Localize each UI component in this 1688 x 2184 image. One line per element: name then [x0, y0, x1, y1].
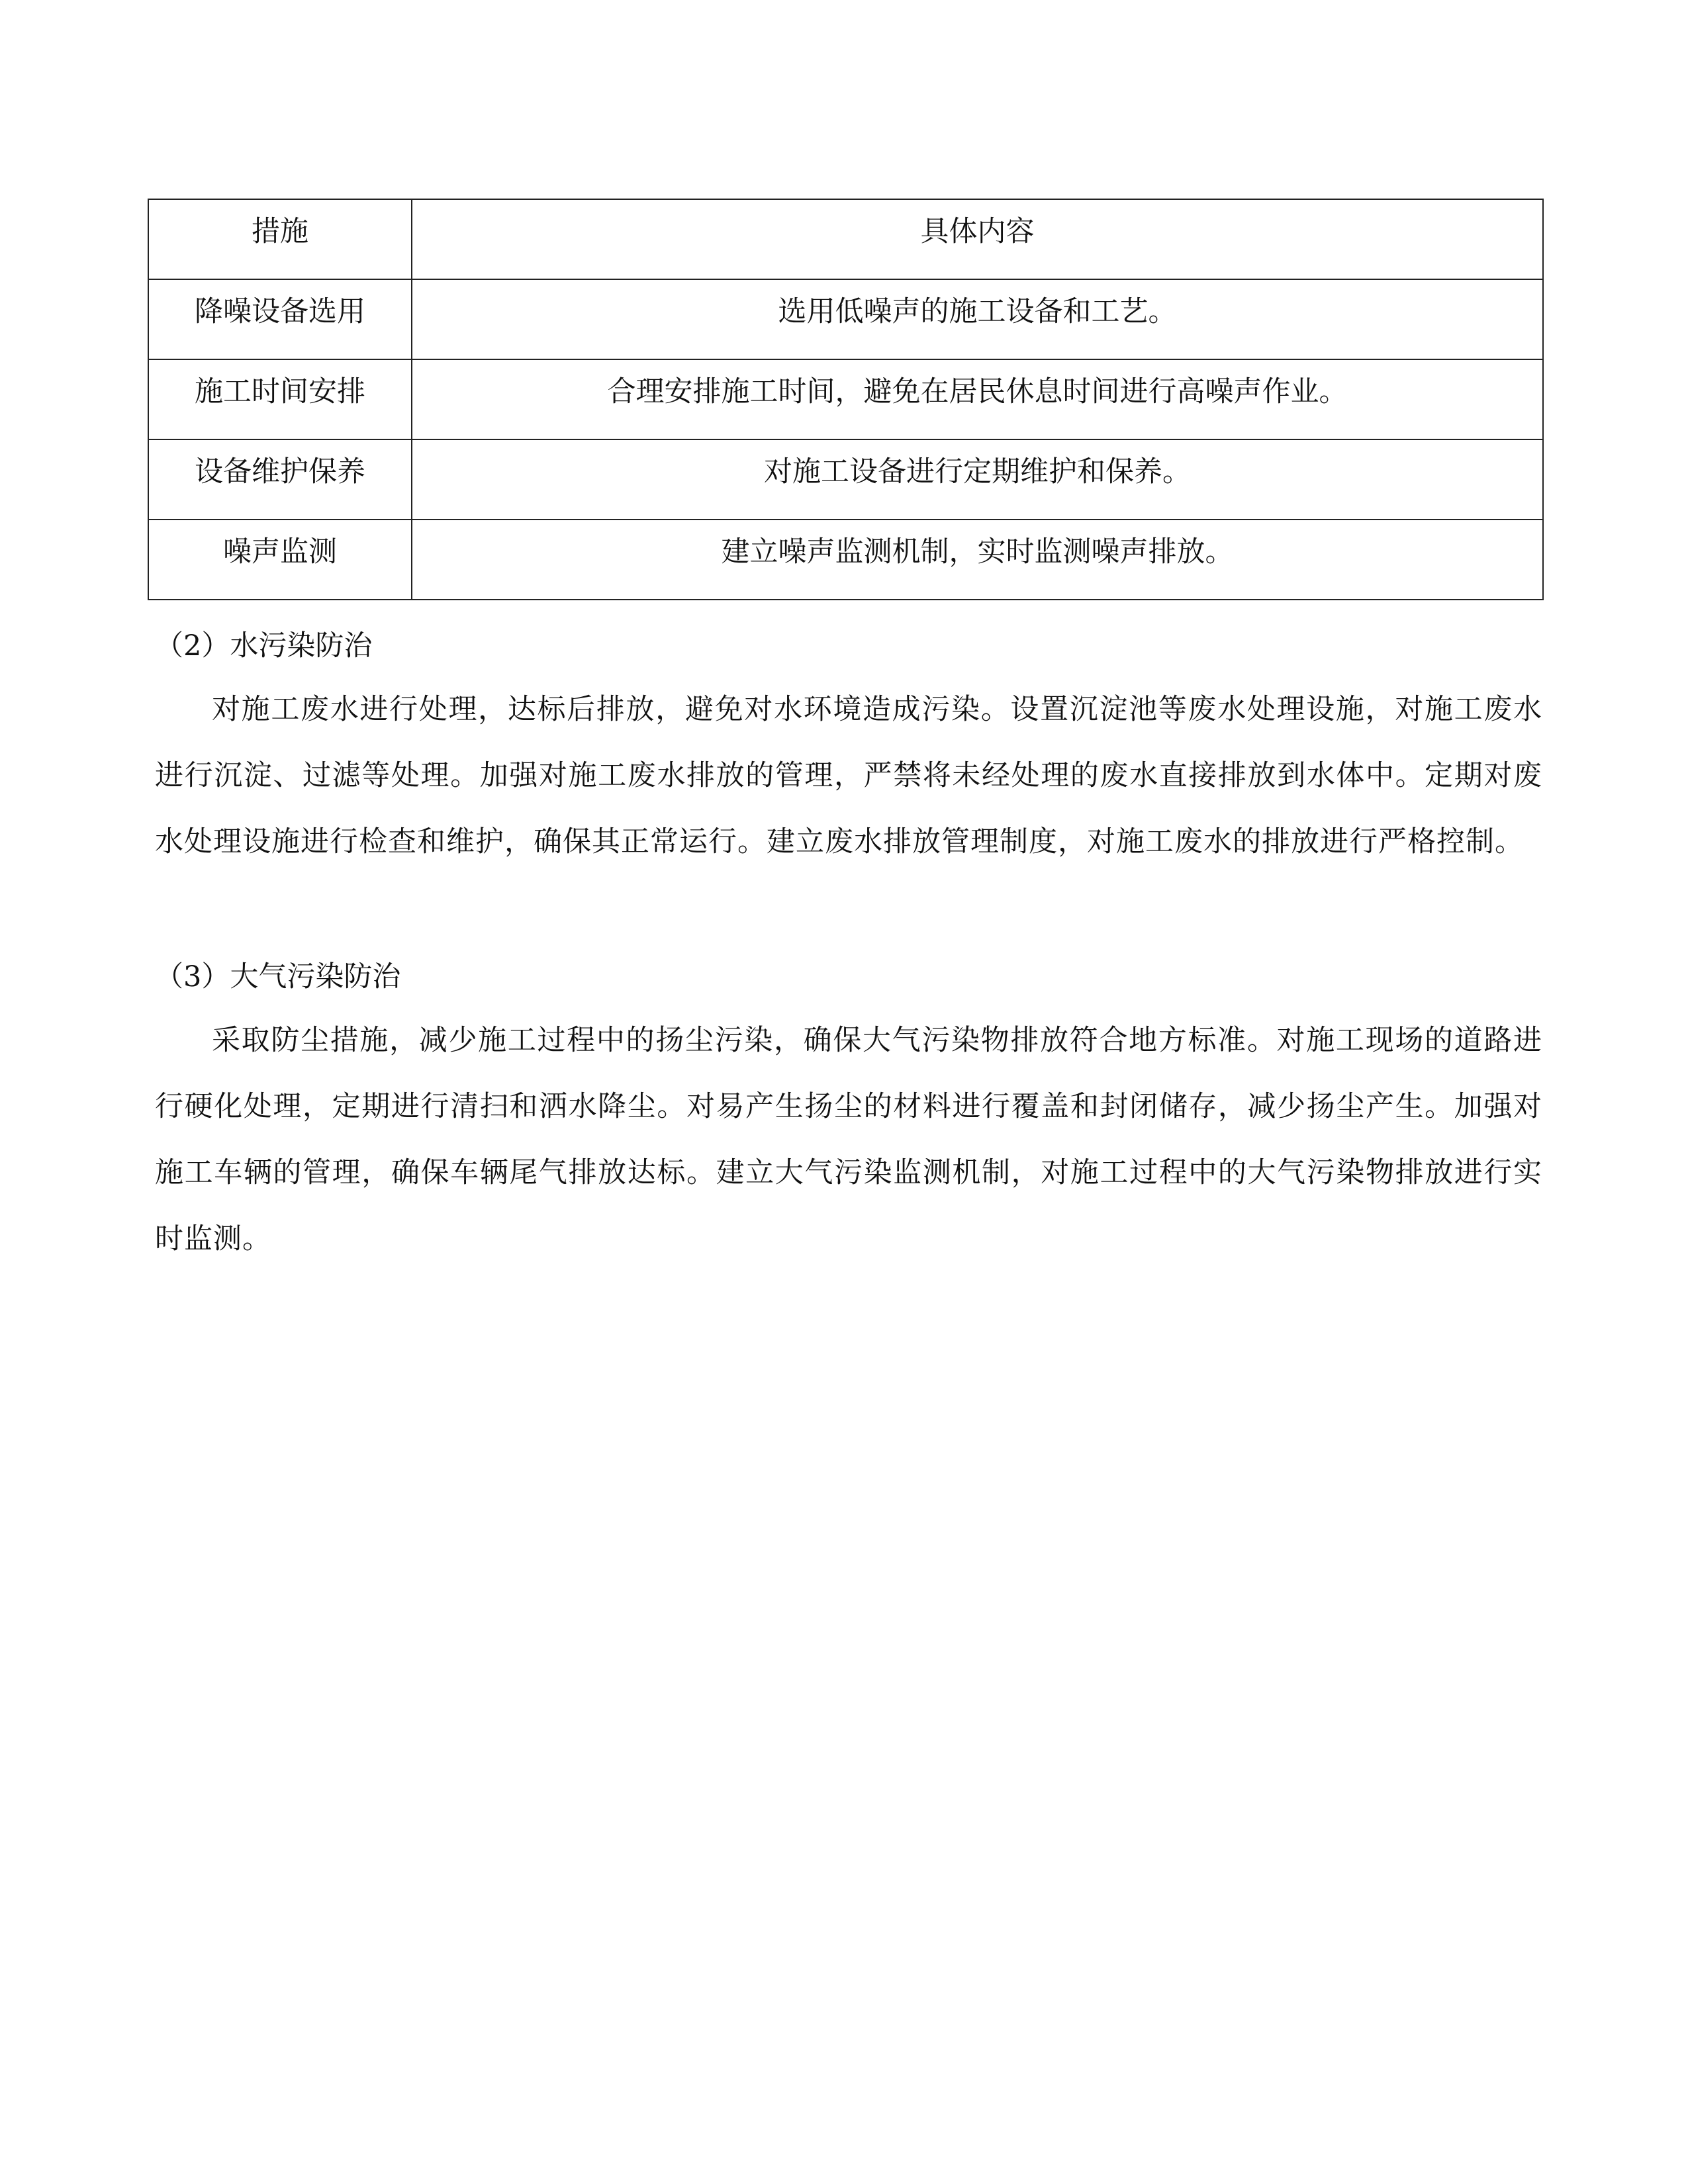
- table-header-row: [148, 199, 1543, 279]
- table-cell-measure: 噪声监测: [148, 520, 412, 600]
- table-cell-content: 选用低噪声的施工设备和工艺。: [412, 279, 1543, 359]
- header-cell-measure: 措施: [148, 199, 412, 279]
- noise-measures-table: [148, 199, 1544, 600]
- table-cell-measure: 降噪设备选用: [148, 279, 412, 359]
- table-cell-content: 建立噪声监测机制，实时监测噪声排放。: [412, 520, 1543, 600]
- table-row: [148, 279, 1543, 359]
- table-cell-measure: 施工时间安排: [148, 359, 412, 439]
- table-row: [148, 520, 1543, 600]
- section-heading-water-pollution: （2）水污染防治: [155, 629, 373, 662]
- section-body-water-pollution: 对施工废水进行处理，达标后排放，避免对水环境造成污染。设置沉淀池等废水处理设施，对施工废水进行沉淀、过滤等处理。加强对施工废水排放的管理，严禁将未经处理的废水直接排放到水体中。定期对废水处理设施进行检查和维护，确保其正常运行。建立废水排放管理制度，对施工废水的排放进行严格控制。: [155, 693, 1542, 858]
- table-cell-measure: 设备维护保养: [148, 439, 412, 520]
- header-cell-content: 具体内容: [412, 199, 1543, 279]
- table-row: [148, 359, 1543, 439]
- section-heading-air-pollution: （3）大气污染防治: [155, 960, 401, 993]
- table-cell-content: 对施工设备进行定期维护和保养。: [412, 439, 1543, 520]
- table-row: [148, 439, 1543, 520]
- table-cell-content: 合理安排施工时间，避免在居民休息时间进行高噪声作业。: [412, 359, 1543, 439]
- section-body-air-pollution: 采取防尘措施，减少施工过程中的扬尘污染，确保大气污染物排放符合地方标准。对施工现场的道路进行硬化处理，定期进行清扫和洒水降尘。对易产生扬尘的材料进行覆盖和封闭储存，减少扬尘产生。加强对施工车辆的管理，确保车辆尾气排放达标。建立大气污染监测机制，对施工过程中的大气污染物排放进行实时监测。: [155, 1024, 1542, 1255]
